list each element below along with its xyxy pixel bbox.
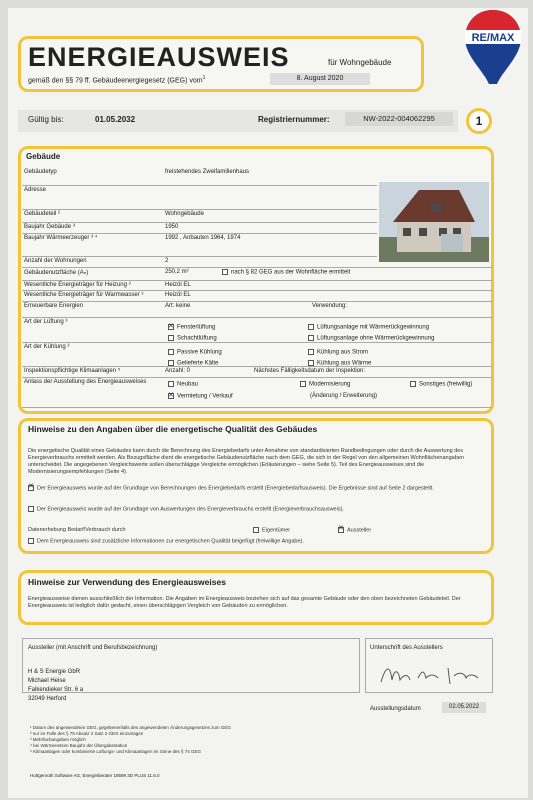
checkbox-owner[interactable]	[253, 527, 259, 533]
checkbox-new-build[interactable]	[168, 381, 174, 387]
building-row	[22, 257, 492, 268]
occasion-option: Modernisierung	[300, 381, 350, 388]
building-row-label: Gebäudenutzfläche (Aₙ)	[24, 270, 89, 276]
checkbox-additional-info[interactable]	[28, 538, 34, 544]
checkbox-modernisation[interactable]	[300, 381, 306, 387]
ventilation-option: ✕Fensterlüftung	[168, 324, 215, 331]
checkbox-cooling[interactable]	[168, 360, 174, 366]
checkbox-cooling[interactable]	[168, 349, 174, 355]
building-row-label: Gebäudetyp	[24, 169, 57, 175]
cooling-option: Gelieferte Kälte	[168, 360, 218, 367]
building-type-subtitle: für Wohngebäude	[328, 58, 392, 67]
building-row-value: Anzahl: 0	[165, 368, 191, 374]
building-row	[22, 343, 492, 367]
building-row	[22, 210, 377, 223]
building-row	[22, 223, 377, 234]
building-row-label: Baujahr Wärmeerzeuger ³ ⁴	[24, 235, 98, 241]
issuer-label: Aussteller (mit Anschrift und Berufsbezeichnung)	[28, 645, 158, 651]
registration-label: Registriernummer:	[258, 115, 330, 124]
notes-title: Hinweise zu den Angaben über die energetische Qualität des Gebäudes	[28, 424, 318, 434]
signature-image	[378, 660, 483, 695]
legal-basis: gemäß den §§ 79 ff. Gebäudeenergiegesetz (GEG) vom$^1$	[28, 75, 206, 85]
building-row	[22, 302, 492, 318]
building-row-value: Heizöl EL	[165, 292, 191, 298]
occasion-option: ✕Vermietung / Verkauf	[168, 393, 233, 400]
building-row	[22, 168, 377, 186]
inspection-due-label: Nächstes Fälligkeitsdatum der Inspektion:	[254, 368, 366, 374]
cooling-option: Kühlung aus Strom	[308, 349, 368, 356]
checkbox-ventilation[interactable]	[308, 335, 314, 341]
issue-date: 8. August 2020	[270, 73, 370, 85]
svg-text:RE/MAX: RE/MAX	[471, 32, 515, 44]
building-row-value: 250,2 m²	[165, 269, 189, 275]
cooling-option: Passive Kühlung	[168, 349, 222, 356]
building-row-label: Adresse	[24, 187, 47, 193]
building-row-value: 2	[165, 258, 169, 264]
notes-additional-info: Dem Energieausweis sind zusätzliche Informationen zur energetischen Qualität beigefügt (freiwillige Angabe).	[28, 538, 493, 545]
building-row-value: Wohngebäude	[165, 211, 204, 217]
building-row	[22, 186, 377, 210]
footnotes: ¹ Datum des angewendeten GEG, gegebenenfalls des angewendeten Änderungsgesetzes zum GEG ² nur im Falle des § 79 Absatz 2 Satz 2 GEG einzutragen ³ Mehrfachangaben möglich ⁴ bei Wärmenetzen Baujahr der Übergabestation ⁵ Klimaanlagen oder kombinierte Lüftungs- und Klimaanlagen im Sinne des § 74 GEG	[30, 725, 231, 754]
building-row-label: Gebäudeteil ²	[24, 211, 61, 217]
checkbox-other[interactable]	[410, 381, 416, 387]
verwendung-label: Verwendung:	[312, 303, 348, 309]
usage-paragraph: Energieausweise dienen ausschließlich der Information. Die Angaben im Energieausweis beziehen sich auf das gesamte Gebäude oder den oben bezeichneten Gebäudeteil. Der Energieausweis ist lediglich dafür gedacht, einen überschlägigen Vergleich von Gebäuden zu ermöglichen.	[28, 596, 461, 609]
building-row	[22, 234, 377, 257]
checkbox-82geg[interactable]	[222, 269, 228, 275]
page-number-badge: 1	[466, 108, 492, 134]
issue-date-label: Ausstellungsdatum	[370, 706, 421, 712]
building-row-label: Inspektionspflichtige Klimaanlagen ⁵	[24, 368, 121, 374]
page-title: ENERGIEAUSWEIS	[28, 42, 290, 72]
occasion-option: (Änderung / Erweiterung)	[310, 393, 378, 399]
checkbox-ventilation[interactable]	[308, 324, 314, 330]
building-row-label: Erneuerbare Energien	[24, 303, 84, 309]
issue-date-value: 02.05.2022	[442, 702, 486, 713]
building-row	[22, 291, 492, 302]
valid-until-label: Gültig bis:	[28, 115, 64, 124]
checkbox-demand[interactable]	[28, 485, 34, 491]
building-row-label: Wesentliche Energieträger für Warmwasser ³	[24, 292, 144, 298]
checkbox-rental-sale[interactable]	[168, 393, 174, 399]
building-row-label: Anzahl der Wohnungen	[24, 258, 87, 264]
building-section-title: Gebäude	[26, 152, 61, 161]
issuer-company: H & S Energie GbR	[28, 669, 81, 675]
occasion-option: Neubau	[168, 381, 198, 388]
checkbox-consumption[interactable]	[28, 506, 34, 512]
ventilation-option: Lüftungsanlage mit Wärmerückgewinnung	[308, 324, 429, 331]
registration-number: NW-2022-004062295	[345, 112, 453, 126]
building-row-label: Art der Lüftung ³	[24, 319, 68, 325]
building-row-value: 1950	[165, 224, 179, 230]
checkbox-cooling[interactable]	[308, 349, 314, 355]
ventilation-option: Lüftungsanlage ohne Wärmerückgewinnung	[308, 335, 434, 342]
valid-until-value: 01.05.2032	[95, 115, 136, 124]
usage-title: Hinweise zur Verwendung des Energieausweises	[28, 577, 226, 587]
checkbox-cooling[interactable]	[308, 360, 314, 366]
building-row-label: Wesentliche Energieträger für Heizung ³	[24, 282, 131, 288]
building-photo	[379, 182, 489, 262]
issuer-street: Falkendieker Str. 6 a	[28, 687, 84, 693]
building-row-value: Heizöl EL	[165, 282, 191, 288]
nutzflaeche-note: nach § 82 GEG aus der Wohnfläche ermittelt	[222, 269, 350, 276]
cooling-option: Kühlung aus Wärme	[308, 360, 371, 367]
remax-balloon-logo	[463, 8, 523, 88]
notes-data-collection: Datenerhebung Bedarf/Verbrauch durch Eigentümer ✕ Aussteller	[28, 527, 493, 534]
occasion-option: Sonstiges (freiwillig)	[410, 381, 472, 388]
issuer-address	[28, 668, 83, 704]
notes-paragraph: Die energetische Qualität eines Gebäudes kann durch die Berechnung des Energiebedarfs unter Annahme von standardisierten Randbedingungen oder durch die Auswertung des Energieverbrauchs ermittelt werden. Als Bezugsfläche dient die energetische Gebäudenutzfläche nach dem GEG, die sich in der Regel von den allgemeinen Wohnflächenangaben unterscheidet. Die angegebenen Vergleichswerte sollen überschlägige Vergleiche ermöglichen (Erläuterungen – siehe Seite 5). Teil des Energieausweises sind die Modernisierungsempfehlungen (Seite 4).	[28, 448, 464, 475]
issuer-city: 32049 Herford	[28, 696, 67, 702]
checkbox-ventilation[interactable]	[168, 324, 174, 330]
checkbox-ventilation[interactable]	[168, 335, 174, 341]
notes-option-consumption: Der Energieausweis wurde auf der Grundlage von Auswertungen des Energieverbrauchs erstellt (Energieverbrauchsausweis).	[28, 506, 493, 513]
building-row-value: 1992 , Anbauten 1964, 1974	[165, 235, 241, 241]
building-row-value: Art: keine	[165, 303, 191, 309]
building-row-label: Anlass der Ausstellung des Energieausweises	[24, 379, 147, 385]
building-row	[22, 281, 492, 291]
notes-option-demand: ✕Der Energieausweis wurde auf der Grundlage von Berechnungen des Energiebedarfs erstellt (Energiebedarfsausweis). Die Ergebnisse sind auf Seite 2 dargestellt.	[28, 485, 493, 492]
signature-label: Unterschrift des Ausstellers	[370, 645, 443, 651]
building-row-label: Baujahr Gebäude ³	[24, 224, 75, 230]
software-footer: Hottgenroth Software AG, Energieberater 18599 3D PLUS 11.6.0	[30, 773, 160, 778]
building-row-value: freistehendes Zweifamilienhaus	[165, 169, 250, 175]
building-row-label: Art der Kühlung ³	[24, 344, 70, 350]
checkbox-issuer[interactable]	[338, 527, 344, 533]
ventilation-option: Schachtlüftung	[168, 335, 217, 342]
issuer-person: Michael Heise	[28, 678, 66, 684]
